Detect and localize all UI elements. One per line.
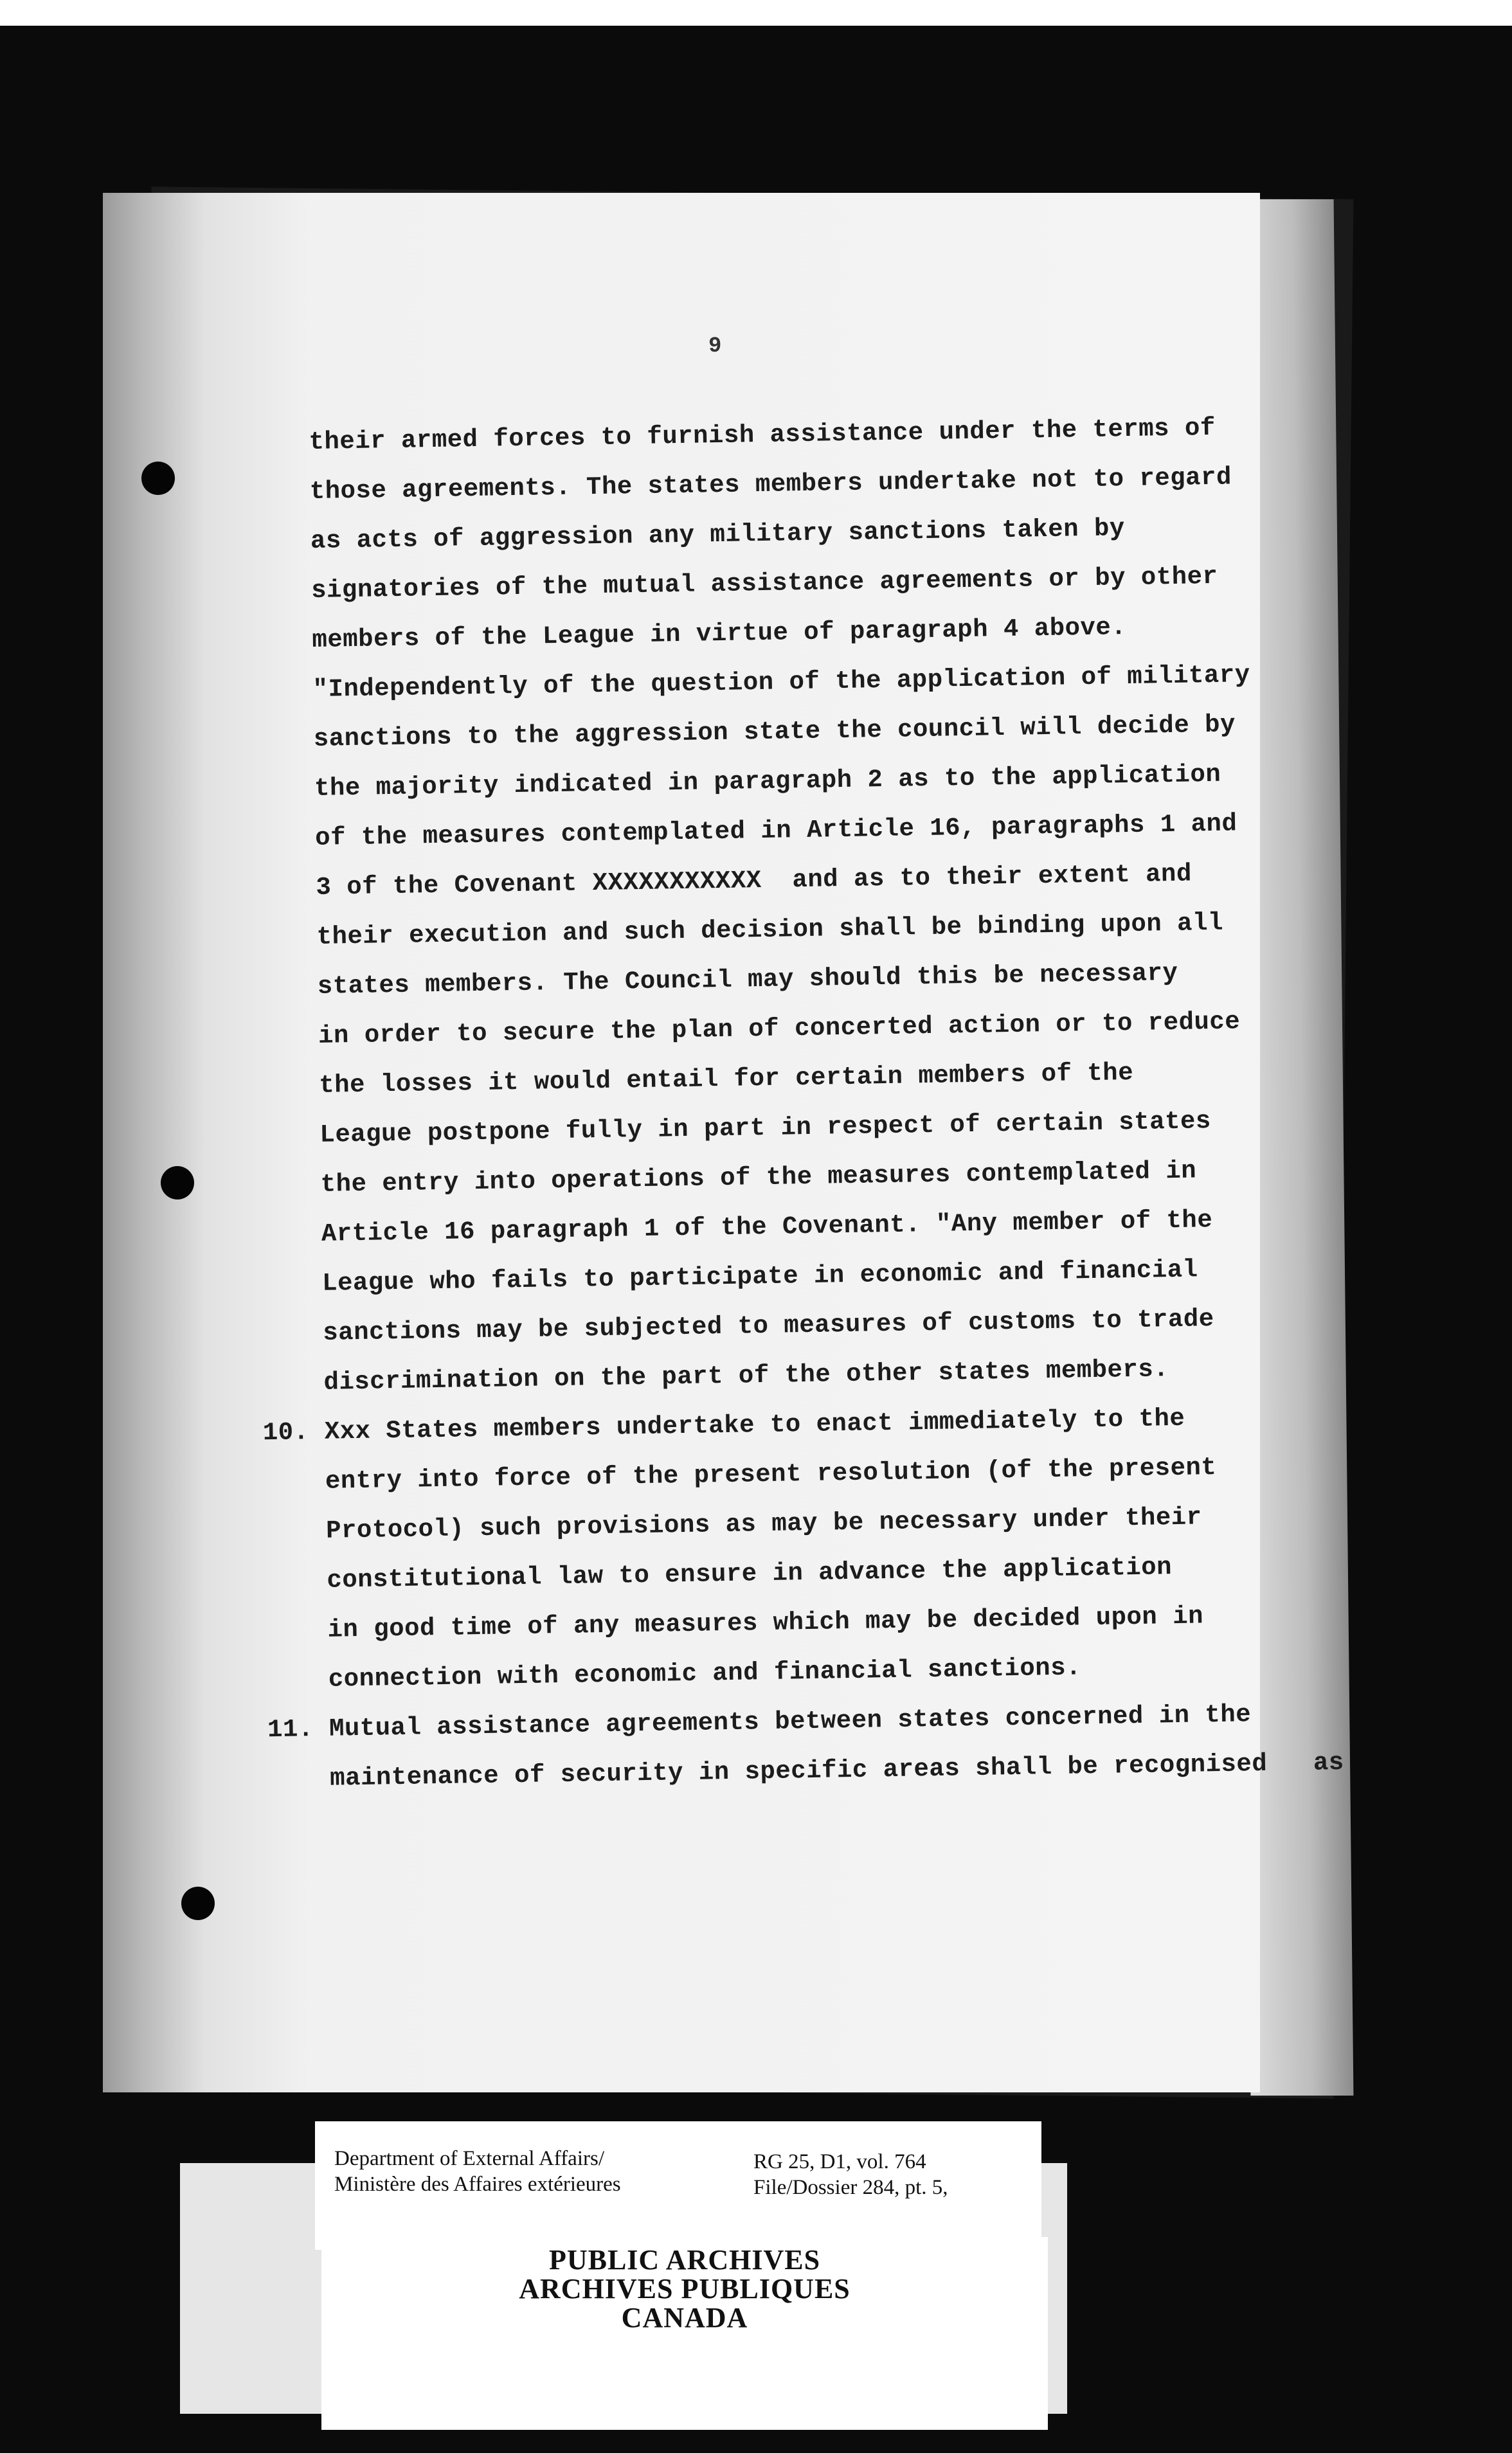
line-text: Protocol) such provisions as may be necessary under their <box>325 1503 1202 1545</box>
line-text: discrimination on the part of the other states members. <box>323 1355 1169 1397</box>
line-text: in order to secure the plan of concerted action or to reduce <box>318 1007 1241 1050</box>
paragraph-number: 11. <box>267 1715 314 1745</box>
line-text: the entry into operations of the measures contemplated in <box>320 1156 1197 1199</box>
line-text: connection with economic and financial sanctions. <box>328 1653 1082 1694</box>
line-text: League postpone fully in part in respect of certain states <box>320 1107 1212 1149</box>
page-number: 9 <box>708 334 722 359</box>
archives-fr: ARCHIVES PUBLIQUES <box>519 2273 851 2305</box>
department-fr: Ministère des Affaires extérieures <box>334 2173 621 2196</box>
line-text: of the measures contemplated in Article 16, paragraphs 1 and <box>314 809 1238 852</box>
line-text: the losses it would entail for certain members of the <box>318 1058 1134 1100</box>
line-text: Mutual assistance agreements between states concerned in the <box>328 1700 1252 1743</box>
line-text: sanctions to the aggression state the council will decide by <box>313 710 1236 753</box>
archives-country: CANADA <box>621 2302 748 2333</box>
typed-body-text <box>262 403 1345 1804</box>
line-text: states members. The Council may should this be necessary <box>317 958 1178 1001</box>
reference-volume: RG 25, D1, vol. 764 <box>753 2150 926 2173</box>
department-en: Department of External Affairs/ <box>334 2147 604 2170</box>
line-text: members of the League in virtue of paragraph 4 above. <box>312 613 1127 654</box>
line-text: signatories of the mutual assistance agreements or by other <box>310 562 1218 605</box>
line-text: sanctions may be subjected to measures of customs to trade <box>323 1305 1214 1347</box>
line-text: constitutional law to ensure in advance the application <box>327 1553 1173 1595</box>
reference-file: File/Dossier 284, pt. 5, <box>753 2176 948 2199</box>
line-text: Xxx States members undertake to enact immediately to the <box>324 1404 1185 1446</box>
line-text: the majority indicated in paragraph 2 as to the application <box>314 760 1221 803</box>
line-text: "Independently of the question of the application of military <box>312 661 1250 704</box>
line-text: as acts of aggression any military sanctions taken by <box>310 514 1126 555</box>
line-text: maintenance of security in specific areas shall be recognised as <box>329 1748 1345 1793</box>
line-text: 3 of the Covenant XXXXXXXXXXX and as to their extent and <box>316 859 1192 902</box>
archives-en: PUBLIC ARCHIVES <box>548 2244 821 2276</box>
line-text: Article 16 paragraph 1 of the Covenant. "Any member of the <box>321 1206 1213 1248</box>
punch-hole-top <box>141 462 175 495</box>
line-text: League who fails to participate in economic and financial <box>321 1255 1198 1298</box>
line-text: their armed forces to furnish assistance under the terms of <box>309 413 1216 456</box>
line-text: their execution and such decision shall be binding upon all <box>316 908 1224 951</box>
paragraph-number: 10. <box>262 1418 309 1448</box>
line-text: entry into force of the present resolution (of the present <box>325 1453 1217 1496</box>
line-text: those agreements. The states members undertake not to regard <box>309 463 1232 506</box>
punch-hole-middle <box>161 1166 194 1200</box>
line-text: in good time of any measures which may be decided upon in <box>327 1602 1204 1644</box>
punch-hole-bottom <box>181 1887 215 1920</box>
